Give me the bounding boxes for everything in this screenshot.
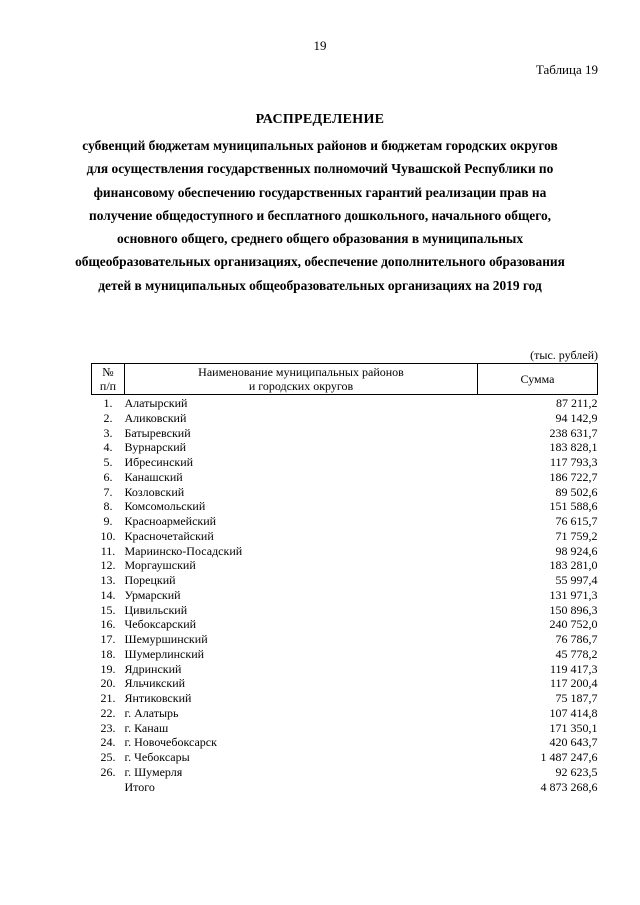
header-sum: Сумма xyxy=(478,364,598,395)
header-number-line2: п/п xyxy=(99,379,117,393)
row-number: 12. xyxy=(100,558,116,573)
row-number: 11. xyxy=(100,543,116,558)
row-name: Чебоксарский xyxy=(124,617,197,632)
total-row xyxy=(92,780,598,795)
row-sum: 117 793,3 xyxy=(549,455,598,469)
table-header-row xyxy=(92,364,598,395)
row-number: 20. xyxy=(100,676,116,691)
row-sum: 238 631,7 xyxy=(549,425,598,440)
row-name: Шумерлинский xyxy=(124,646,205,661)
row-number: 3. xyxy=(103,425,113,440)
row-sum: 94 142,9 xyxy=(555,410,598,425)
row-number: 17. xyxy=(100,632,116,646)
row-number: 22. xyxy=(100,705,116,720)
table-row xyxy=(92,691,598,706)
row-name: Комсомольский xyxy=(124,499,206,514)
header-name-line2: и городских округов xyxy=(248,379,354,393)
row-name: Урмарский xyxy=(124,587,181,602)
row-number: 5. xyxy=(103,455,113,469)
row-sum: 98 924,6 xyxy=(555,543,598,558)
row-number: 14. xyxy=(100,587,116,602)
table-row xyxy=(92,544,598,559)
row-sum: 87 211,2 xyxy=(555,396,598,410)
row-name: Козловский xyxy=(124,484,185,499)
row-sum: 107 414,8 xyxy=(549,705,598,720)
table-row xyxy=(92,617,598,632)
table-row xyxy=(92,455,598,470)
row-sum: 76 615,7 xyxy=(555,514,598,528)
row-number: 21. xyxy=(100,691,116,705)
row-name: Ибресинский xyxy=(124,455,194,469)
row-name: Красночетайский xyxy=(124,528,214,543)
header-number xyxy=(92,364,125,395)
row-number: 10. xyxy=(100,528,116,543)
table-row xyxy=(92,499,598,514)
row-name: г. Алатырь xyxy=(124,705,179,720)
table-row xyxy=(92,485,598,500)
row-number xyxy=(92,780,125,795)
row-number: 16. xyxy=(100,617,116,632)
row-sum: 240 752,0 xyxy=(549,617,598,632)
table-row xyxy=(92,529,598,544)
row-sum: 171 350,1 xyxy=(549,720,598,735)
row-sum: 1 487 247,6 xyxy=(540,750,598,764)
row-number: 13. xyxy=(100,573,116,587)
row-name: Итого xyxy=(124,779,155,794)
table-row xyxy=(92,470,598,485)
row-name: г. Канаш xyxy=(124,720,169,735)
row-name: Вурнарский xyxy=(124,440,187,455)
row-name: Алатырский xyxy=(124,396,188,410)
table-row xyxy=(92,676,598,691)
row-number: 2. xyxy=(103,410,113,425)
row-name: Канашский xyxy=(124,469,183,484)
row-sum: 119 417,3 xyxy=(549,661,598,676)
row-number: 15. xyxy=(100,602,116,617)
row-sum: 92 623,5 xyxy=(555,764,598,779)
header-number-line1: № xyxy=(102,365,114,379)
table-row xyxy=(92,514,598,529)
header-name-line1: Наименование муниципальных районов xyxy=(198,365,404,379)
distribution-table xyxy=(91,363,598,794)
row-number: 18. xyxy=(100,646,116,661)
row-number: 23. xyxy=(100,720,116,735)
row-sum: 151 588,6 xyxy=(549,499,598,514)
row-name: Мариинско-Посадский xyxy=(124,543,243,558)
table-row xyxy=(92,662,598,677)
row-sum: 4 873 268,6 xyxy=(540,779,598,794)
row-number: 19. xyxy=(100,661,116,676)
table-row xyxy=(92,558,598,573)
row-sum: 186 722,7 xyxy=(549,469,598,484)
row-sum: 117 200,4 xyxy=(549,676,598,691)
table-body xyxy=(92,395,598,795)
row-number: 7. xyxy=(103,484,113,499)
row-name: Порецкий xyxy=(124,573,176,587)
table-row xyxy=(92,426,598,441)
table-row xyxy=(92,721,598,736)
table-row xyxy=(92,411,598,426)
row-name: г. Чебоксары xyxy=(124,750,190,764)
row-name: Ядринский xyxy=(124,661,182,676)
row-sum: 150 896,3 xyxy=(549,602,598,617)
row-name: Янтиковский xyxy=(124,691,192,705)
document-subtitle: субвенций бюджетам муниципальных районов и бюджетам городских округов для осуществления государственных полномочий Чувашской Республики по финансовому обеспечению государственных гарантий реализации прав на получение общедоступного и бесплатного дошкольного, начального общего, основного общего, среднего общего образования в муниципальных общеобразовательных организациях, обеспечение дополнительного образования детей в муниципальных общеобразовательных организациях на 2019 год xyxy=(75,138,565,293)
row-name: Аликовский xyxy=(124,410,187,425)
row-sum: 89 502,6 xyxy=(555,484,598,499)
table-row xyxy=(92,395,598,411)
row-sum: 75 187,7 xyxy=(555,691,598,705)
table-row xyxy=(92,765,598,780)
table-row xyxy=(92,750,598,765)
table-row xyxy=(92,588,598,603)
table-label: Таблица 19 xyxy=(535,62,598,77)
row-sum: 45 778,2 xyxy=(555,646,598,661)
row-number: 4. xyxy=(103,440,113,455)
row-number: 25. xyxy=(100,750,116,764)
row-sum: 71 759,2 xyxy=(555,528,598,543)
row-number: 24. xyxy=(100,735,116,750)
table-row xyxy=(92,706,598,721)
table-row xyxy=(92,603,598,618)
row-name: Яльчикский xyxy=(124,676,186,691)
table-row xyxy=(92,632,598,647)
row-number: 26. xyxy=(100,764,116,779)
table-row xyxy=(92,440,598,455)
row-number: 1. xyxy=(103,396,113,410)
header-name xyxy=(125,364,478,395)
row-number: 6. xyxy=(103,469,113,484)
row-name: г. Новочебоксарск xyxy=(124,735,217,750)
row-sum: 183 281,0 xyxy=(549,558,598,573)
row-name: Цивильский xyxy=(124,602,188,617)
row-number: 8. xyxy=(103,499,113,514)
row-sum: 420 643,7 xyxy=(549,735,598,750)
row-sum: 183 828,1 xyxy=(549,440,598,455)
table-row xyxy=(92,647,598,662)
row-name: Красноармейский xyxy=(124,514,217,528)
table-row xyxy=(92,573,598,588)
table-row xyxy=(92,735,598,750)
row-name: Моргаушский xyxy=(124,558,196,573)
row-name: г. Шумерля xyxy=(124,764,183,779)
row-sum: 131 971,3 xyxy=(549,587,598,602)
row-sum: 76 786,7 xyxy=(555,632,598,646)
row-name: Батыревский xyxy=(124,425,191,440)
row-number: 9. xyxy=(103,514,113,528)
document-title: РАСПРЕДЕЛЕНИЕ xyxy=(255,112,385,127)
page-number: 19 xyxy=(313,38,327,53)
row-name: Шемуршинский xyxy=(124,632,208,646)
row-sum: 55 997,4 xyxy=(555,573,598,587)
units-label: (тыс. рублей) xyxy=(530,348,598,362)
